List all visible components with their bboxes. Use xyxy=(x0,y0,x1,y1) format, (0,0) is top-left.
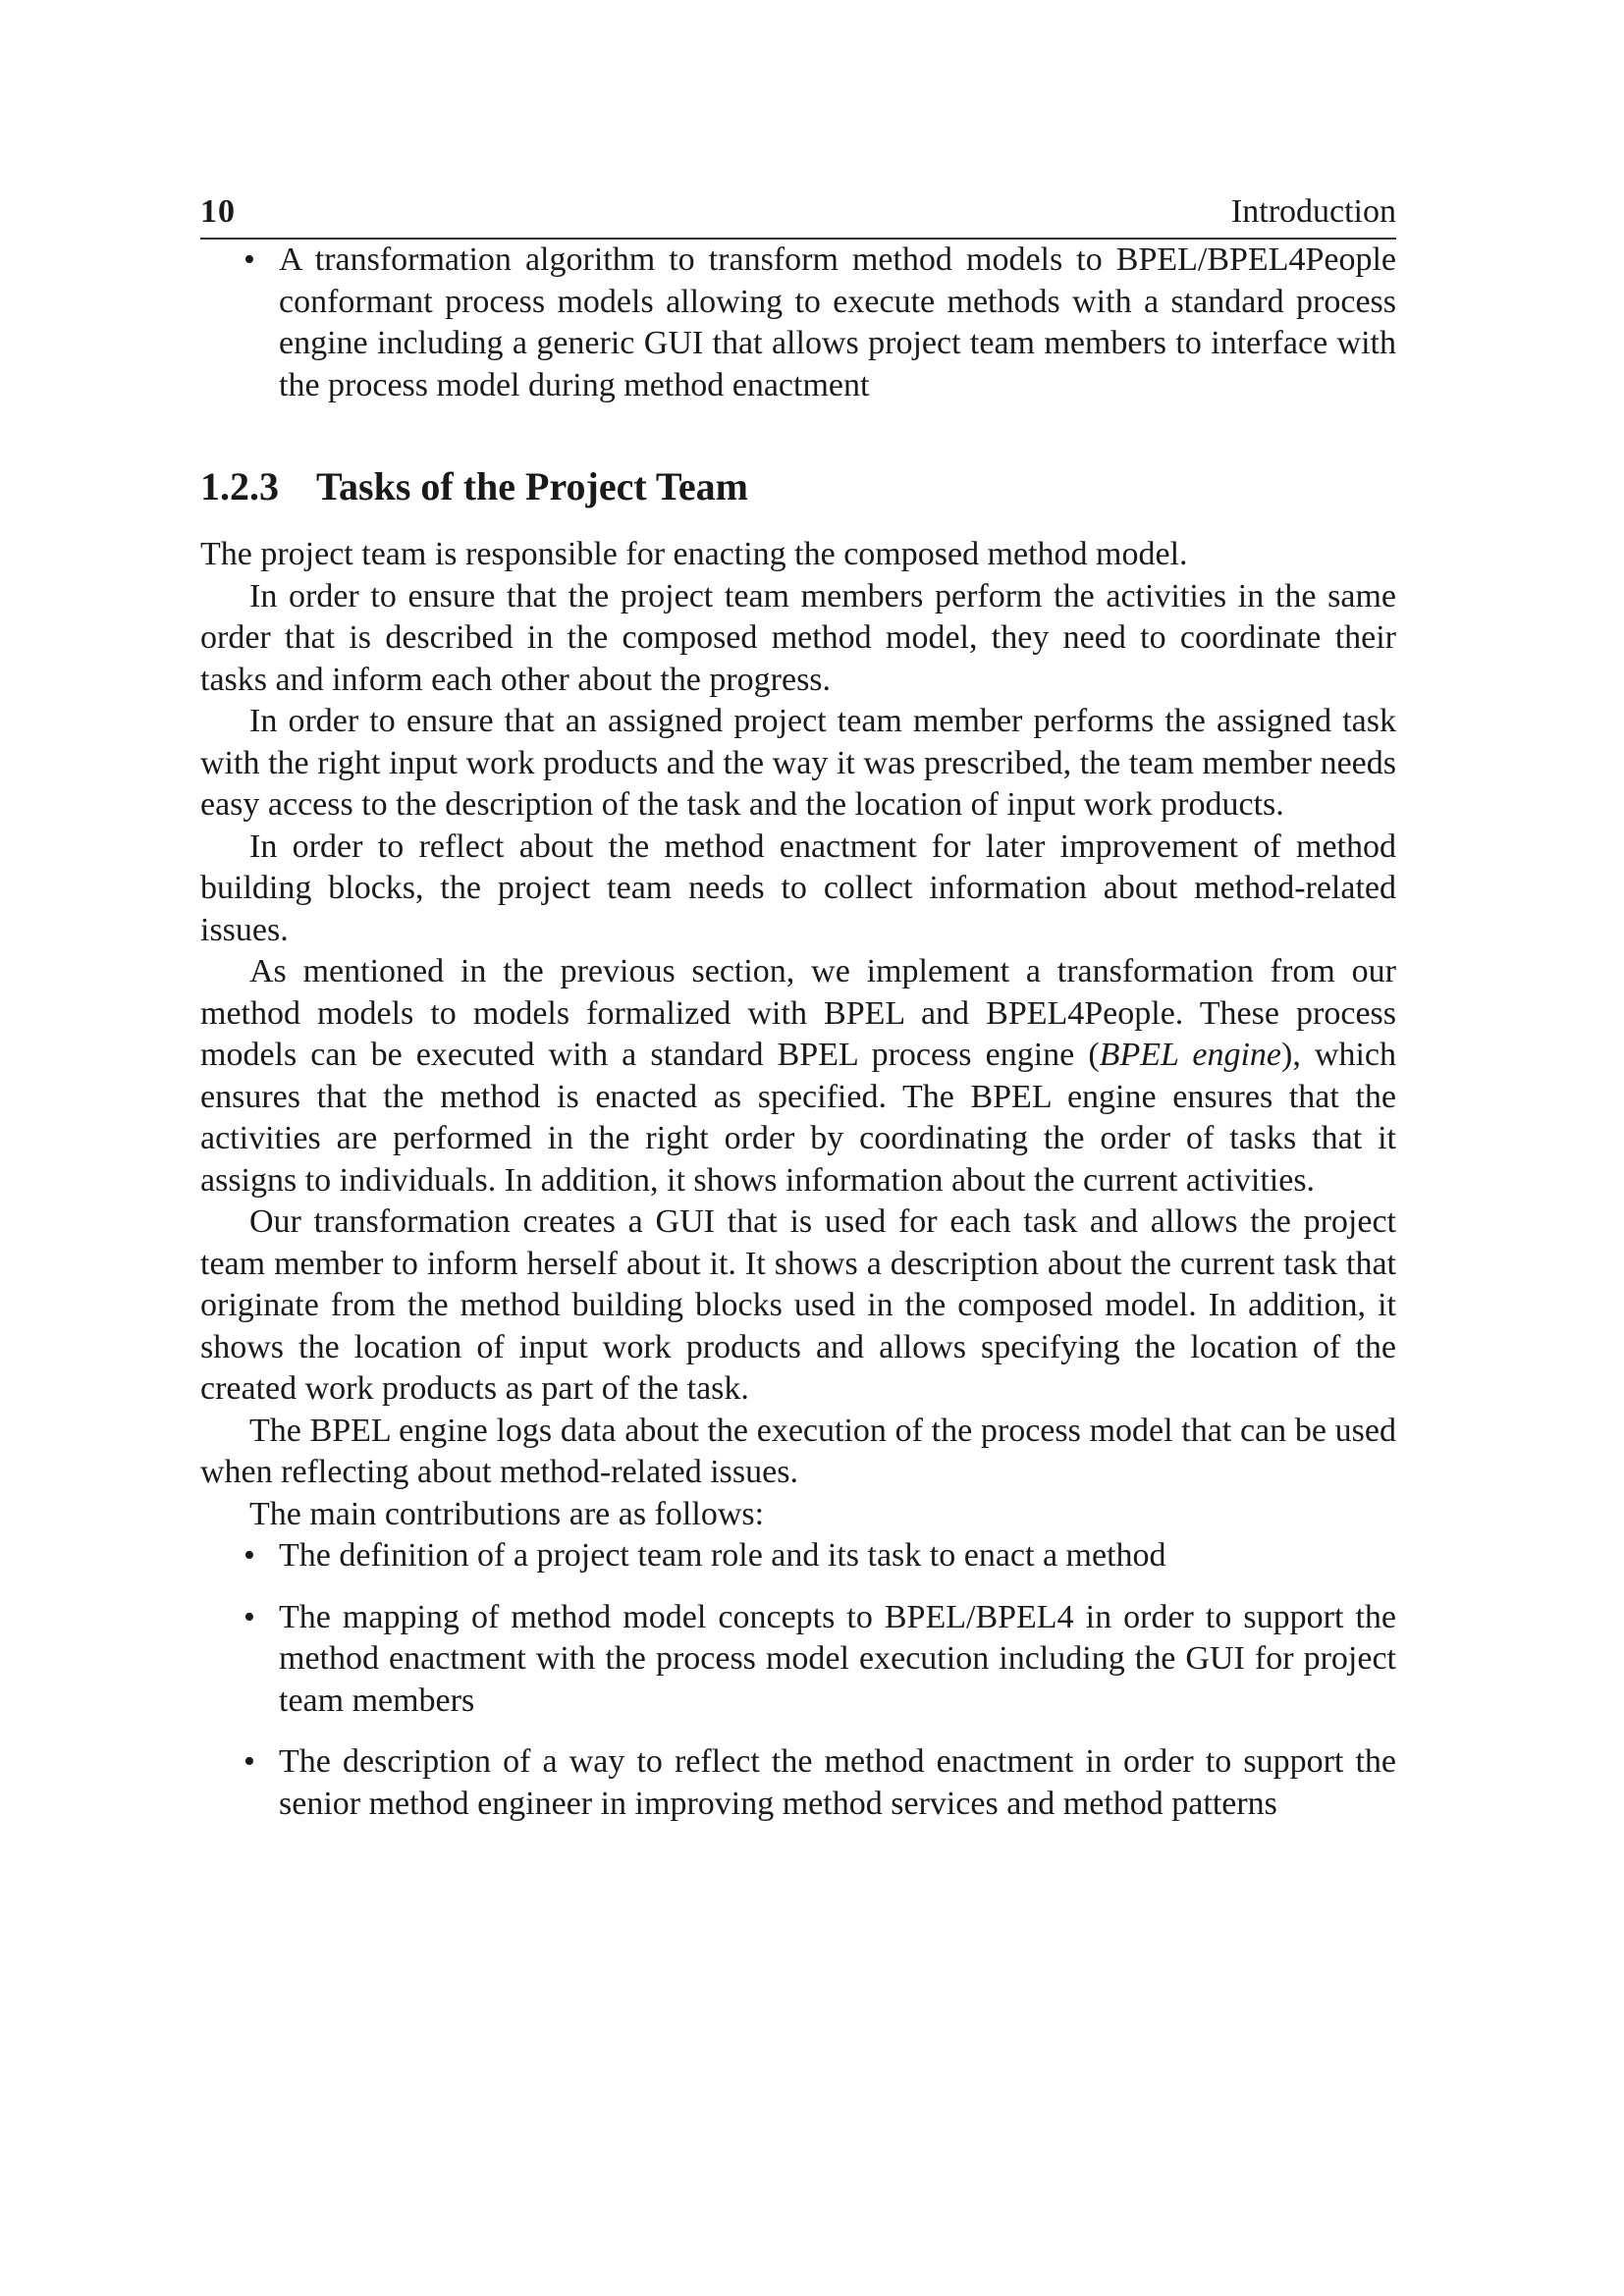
bullet-icon: • xyxy=(244,1537,255,1574)
list-item xyxy=(200,240,1396,406)
list-item-text: The mapping of method model concepts to BPEL/BPEL4 in order to support the method enactment with the process model execution including the GUI for project team members xyxy=(279,1598,1396,1719)
list-item xyxy=(200,1597,1396,1723)
contributions-list xyxy=(200,1535,1396,1825)
page xyxy=(200,192,1396,1825)
top-bullet-list xyxy=(200,240,1396,406)
chapter-title: Introduction xyxy=(1230,193,1396,230)
paragraph: Our transformation creates a GUI that is used for each task and allows the project team member to inform herself about it. It shows a description about the current task that originate from the method building blocks used in the composed model. In addition, it shows the location of input work products and allows specifying the location of the created work products as part of the task. xyxy=(200,1203,1396,1407)
section-title: Tasks of the Project Team xyxy=(316,464,748,508)
page-number: 10 xyxy=(200,193,236,230)
section-heading xyxy=(200,463,1396,510)
paragraph: In order to ensure that the project team members perform the activities in the same order that is described in the composed method model, they need to coordinate their tasks and inform each other about the progress. xyxy=(200,577,1396,698)
section-body xyxy=(200,534,1396,1535)
paragraph: In order to ensure that an assigned project team member performs the assigned task with the right input work products and the way it was prescribed, the team member needs easy access to the description of the task and the location of input work products. xyxy=(200,703,1396,823)
paragraph xyxy=(200,951,1396,1201)
list-item-text: The description of a way to reflect the method enactment in order to support the senior method engineer in improving method services and method patterns xyxy=(279,1743,1396,1822)
list-item xyxy=(200,1741,1396,1825)
bullet-icon: • xyxy=(244,1743,255,1780)
paragraph: The main contributions are as follows: xyxy=(249,1495,765,1532)
bullet-icon: • xyxy=(244,1598,255,1635)
bullet-icon: • xyxy=(244,241,255,278)
list-item-text: The definition of a project team role and its task to enact a method xyxy=(279,1537,1166,1574)
paragraph-text: As mentioned in the previous section, we implement a transformation from our method models to models formalized with BPEL and BPEL4People. These process models can be executed with a standard BPEL process engine ( xyxy=(200,953,1396,1073)
section-number: 1.2.3 xyxy=(200,464,279,508)
paragraph: The project team is responsible for enacting the composed method model. xyxy=(200,536,1188,572)
paragraph: In order to reflect about the method enactment for later improvement of method building blocks, the project team needs to collect information about method-related issues. xyxy=(200,828,1396,948)
paragraph-text: ), which ensures that the method is enacted as specified. The BPEL engine ensures that the activities are performed in the right order by coordinating the order of tasks that it assigns to individuals. In addition, it shows information about the current activities. xyxy=(200,1037,1397,1199)
paragraph: The BPEL engine logs data about the execution of the process model that can be used when reflecting about method-related issues. xyxy=(200,1412,1396,1490)
italic-term: BPEL engine xyxy=(1099,1037,1281,1073)
running-header xyxy=(200,192,1396,240)
list-item xyxy=(200,1535,1396,1577)
list-item-text: A transformation algorithm to transform method models to BPEL/BPEL4People conformant process models allowing to execute methods with a standard process engine including a generic GUI that allows project team members to interface with the process model during method enactment xyxy=(279,241,1396,403)
